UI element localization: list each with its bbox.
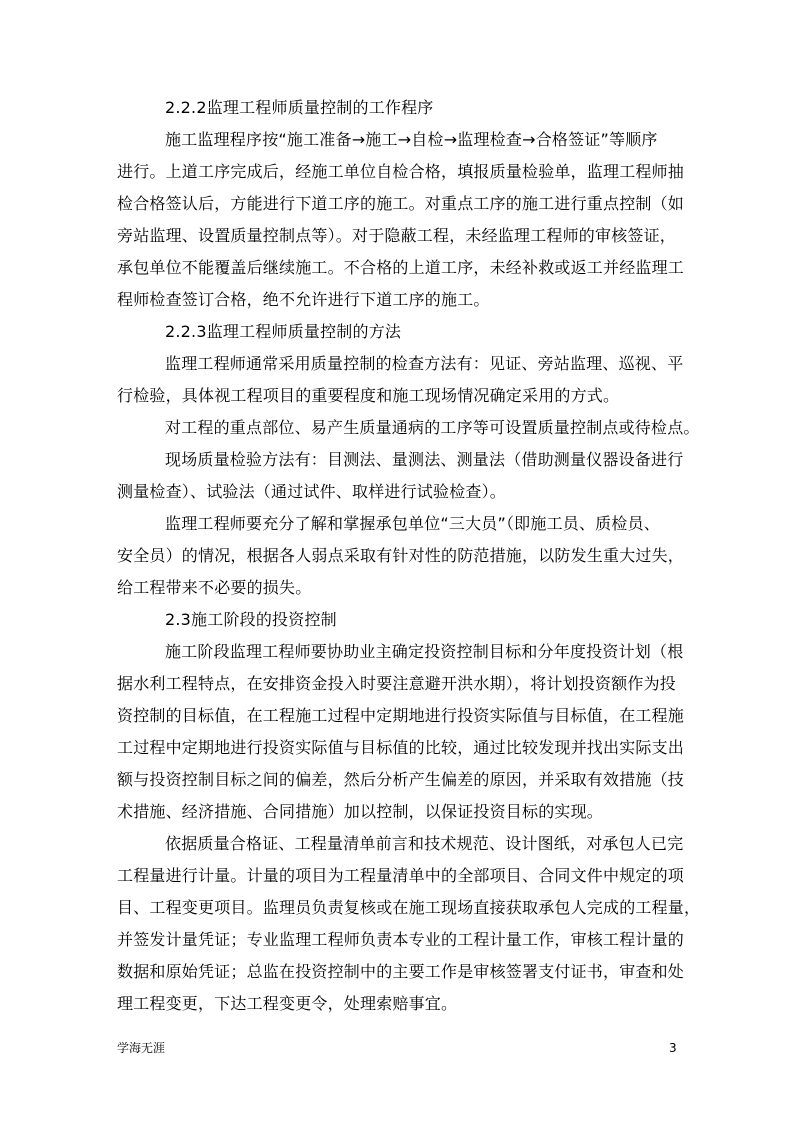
paragraph-line: 行检验，具体视工程项目的重要程度和施工现场情况确定采用的方式。: [117, 386, 620, 405]
page-number: 3: [669, 1041, 677, 1055]
paragraph-line: 安全员）的情况，根据各人弱点采取有针对性的防范措施，以防发生重大过失，: [117, 546, 685, 565]
paragraph-line: 施工监理程序按“施工准备→施工→自检→监理检查→合格签证”等顺序: [165, 130, 658, 149]
paragraph-line: 给工程带来不必要的损失。: [117, 578, 312, 597]
paragraph-line: 理工程变更，下达工程变更令，处理索赔事宜。: [117, 994, 458, 1013]
paragraph-line: 工程量进行计量。计量的项目为工程量清单中的全部项目、合同文件中规定的项: [117, 866, 685, 885]
paragraph-line: 资控制的目标值，在工程施工过程中定期地进行投资实际值与目标值，在工程施: [117, 706, 685, 725]
heading-2-2-3: 2.2.3监理工程师质量控制的方法: [165, 322, 402, 341]
paragraph-line: 目、工程变更项目。监理员负责复核或在施工现场直接获取承包人完成的工程量，: [117, 898, 701, 917]
paragraph-line: 进行。上道工序完成后，经施工单位自检合格，填报质量检验单，监理工程师抽: [117, 162, 685, 181]
heading-2-2-2: 2.2.2监理工程师质量控制的工作程序: [165, 98, 434, 117]
heading-2-3: 2.3施工阶段的投资控制: [165, 610, 337, 629]
paragraph-line: 程师检查签订合格，绝不允许进行下道工序的施工。: [117, 290, 490, 309]
paragraph-line: 施工阶段监理工程师要协助业主确定投资控制目标和分年度投资计划（根: [165, 642, 684, 661]
paragraph-line: 监理工程师要充分了解和掌握承包单位“三大员”（即施工员、质检员、: [165, 514, 660, 533]
paragraph-line: 据水利工程特点，在安排资金投入时要注意避开洪水期），将计划投资额作为投: [117, 674, 677, 693]
paragraph-line: 术措施、经济措施、合同措施）加以控制，以保证投资目标的实现。: [117, 802, 604, 821]
footer-text: 学海无涯: [117, 1041, 166, 1055]
paragraph-line: 对工程的重点部位、易产生质量通病的工序等可设置质量控制点或待检点。: [165, 418, 700, 437]
paragraph-line: 额与投资控制目标之间的偏差，然后分析产生偏差的原因，并采取有效措施（技: [117, 770, 685, 789]
paragraph-line: 并签发计量凭证；专业监理工程师负责本专业的工程计量工作，审核工程计量的: [117, 930, 685, 949]
paragraph-line: 依据质量合格证、工程量清单前言和技术规范、设计图纸，对承包人已完: [165, 834, 684, 853]
paragraph-line: 检合格签认后，方能进行下道工序的施工。对重点工序的施工进行重点控制（如: [117, 194, 685, 213]
paragraph-line: 现场质量检验方法有：目测法、量测法、测量法（借助测量仪器设备进行: [165, 450, 684, 469]
paragraph-line: 数据和原始凭证；总监在投资控制中的主要工作是审核签署支付证书，审查和处: [117, 962, 685, 981]
paragraph-line: 监理工程师通常采用质量控制的检查方法有：见证、旁站监理、巡视、平: [165, 354, 684, 373]
paragraph-line: 承包单位不能覆盖后继续施工。不合格的上道工序，未经补救或返工并经监理工: [117, 258, 685, 277]
paragraph-line: 测量检查）、试验法（通过试件、取样进行试验检查）。: [117, 482, 507, 501]
paragraph-line: 工过程中定期地进行投资实际值与目标值的比较，通过比较发现并找出实际支出: [117, 738, 685, 757]
paragraph-line: 旁站监理、设置质量控制点等）。对于隐蔽工程，未经监理工程师的审核签证，: [117, 226, 677, 245]
